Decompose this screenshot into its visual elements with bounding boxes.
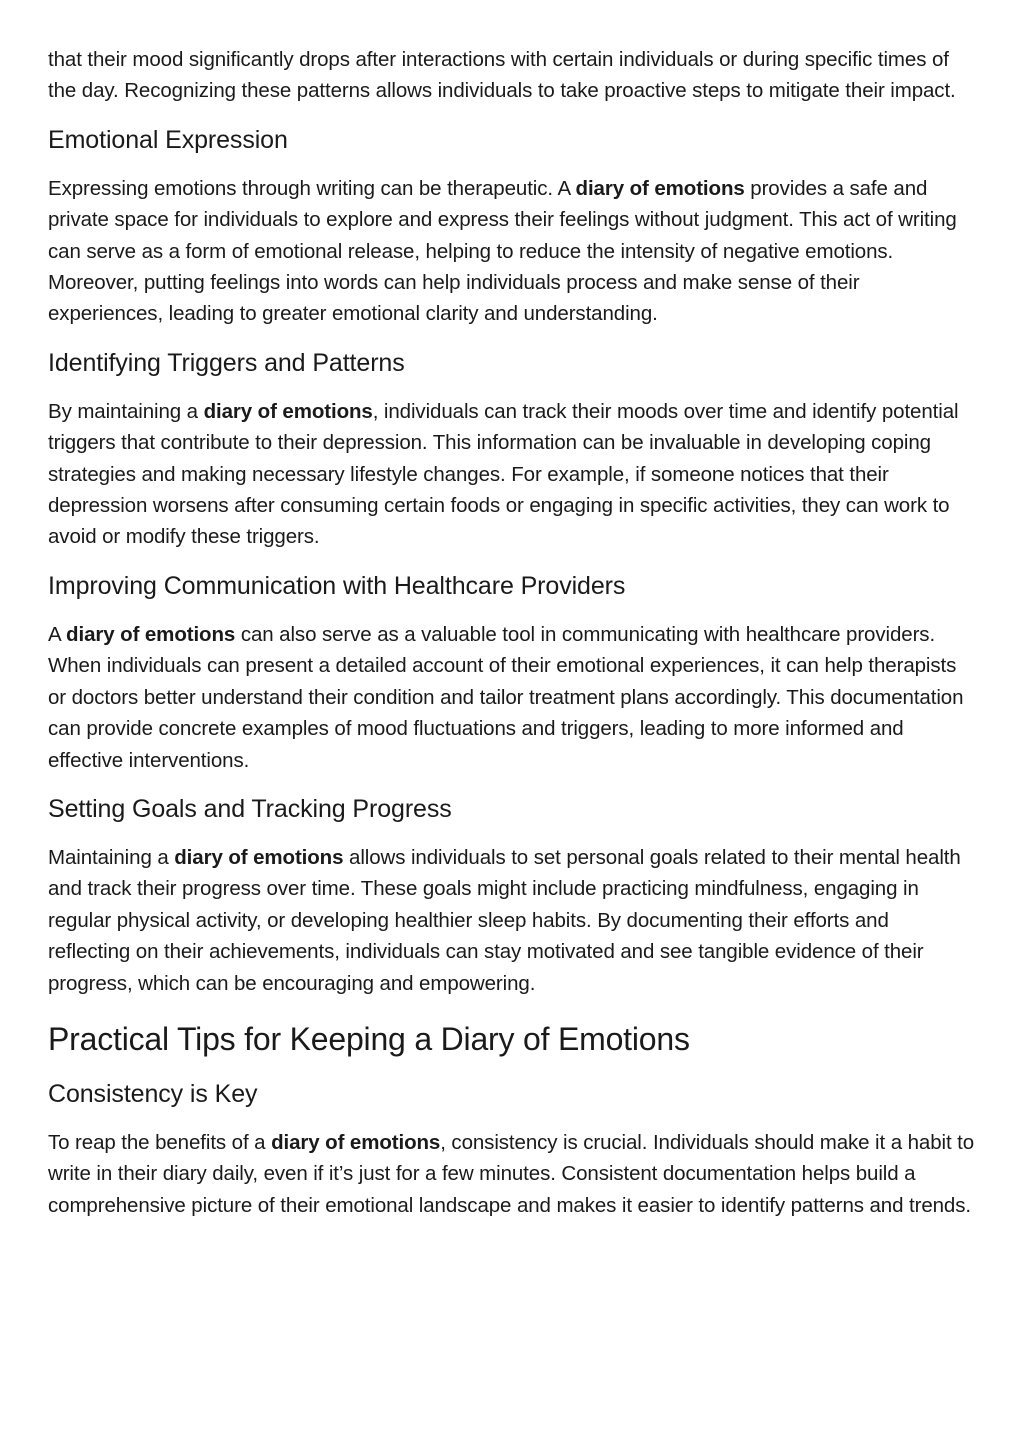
tips-title: Practical Tips for Keeping a Diary of Emotions xyxy=(48,1020,690,1057)
paragraph-text: By maintaining a xyxy=(48,399,204,423)
paragraph-text: Maintaining a xyxy=(48,845,175,869)
intro-text: that their mood significantly drops after interactions with certain individuals or during specific times of the day. Recognizing these patterns allows individuals to take proactive steps to mitigate their impact. xyxy=(48,48,956,103)
section-paragraph-healthcare-communication xyxy=(48,619,976,776)
section-heading-emotional-expression: Emotional Expression xyxy=(48,125,288,154)
bold-term: diary of emotions xyxy=(203,399,373,423)
intro-paragraph xyxy=(48,44,976,107)
section-heading-setting-goals: Setting Goals and Tracking Progress xyxy=(48,794,452,823)
paragraph-text: , consistency is crucial. Individuals should make it a habit to write in their diary daily, even if it’s just for a few minutes. Consistent documentation helps build a comprehensive picture of their emotional landscape and makes it easier to identify patterns and trends. xyxy=(48,1130,975,1217)
section-heading-healthcare-communication: Improving Communication with Healthcare Providers xyxy=(48,571,626,600)
bold-term: diary of emotions xyxy=(271,1130,441,1154)
section-paragraph-emotional-expression xyxy=(48,173,976,330)
paragraph-text: provides a safe and private space for individuals to explore and express their feelings without judgment. This act of writing can serve as a form of emotional release, helping to reduce the intensity of negative emotions. Moreover, putting feelings into words can help individuals process and make sense of their experiences, leading to greater emotional clarity and understanding. xyxy=(48,176,957,326)
bold-term: diary of emotions xyxy=(174,845,344,869)
paragraph-text: , individuals can track their moods over time and identify potential triggers that contribute to their depression. This information can be invaluable in developing coping strategies and making necessary lifestyle changes. For example, if someone notices that their depression worsens after consuming certain foods or engaging in specific activities, they can work to avoid or modify these triggers. xyxy=(48,399,959,549)
section-paragraph-identifying-triggers xyxy=(48,396,976,553)
paragraph-text: Expressing emotions through writing can be therapeutic. A xyxy=(48,176,576,200)
paragraph-text: A xyxy=(48,622,67,646)
paragraph-text: To reap the benefits of a xyxy=(48,1130,272,1154)
section-paragraph-setting-goals xyxy=(48,842,976,999)
paragraph-text: can also serve as a valuable tool in communicating with healthcare providers. When individuals can present a detailed account of their emotional experiences, it can help therapists or doctors better understand their condition and tailor treatment plans accordingly. This documentation can provide concrete examples of mood fluctuations and triggers, leading to more informed and effective interventions. xyxy=(48,622,964,772)
subsection-paragraph-consistency xyxy=(48,1127,976,1221)
bold-term: diary of emotions xyxy=(66,622,236,646)
subsection-heading-consistency: Consistency is Key xyxy=(48,1079,258,1108)
paragraph-text: allows individuals to set personal goals related to their mental health and track their progress over time. These goals might include practicing mindfulness, engaging in regular physical activity, or developing healthier sleep habits. By documenting their efforts and reflecting on their achievements, individuals can stay motivated and see tangible evidence of their progress, which can be encouraging and empowering. xyxy=(48,845,961,995)
bold-term: diary of emotions xyxy=(575,176,745,200)
section-heading-identifying-triggers: Identifying Triggers and Patterns xyxy=(48,348,405,377)
